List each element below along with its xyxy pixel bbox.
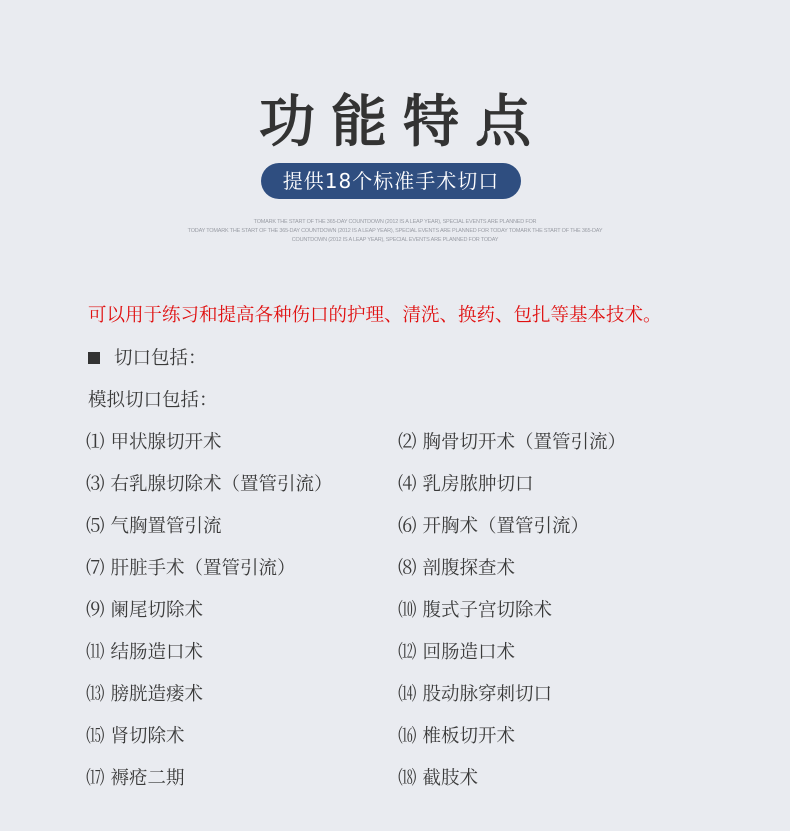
item-number: ⑽ xyxy=(398,600,417,621)
item-text: 气胸置管引流 xyxy=(110,516,222,537)
list-item xyxy=(398,596,552,622)
item-number: ⑺ xyxy=(86,558,105,579)
list-item xyxy=(398,722,515,748)
item-number: ⒀ xyxy=(86,684,105,705)
item-number: ⒄ xyxy=(86,768,105,789)
list-item xyxy=(398,764,478,790)
item-text: 开胸术（置管引流） xyxy=(422,516,590,537)
incision-heading xyxy=(88,344,207,370)
incision-heading-text: 切口包括： xyxy=(114,348,207,369)
item-text: 右乳腺切除术（置管引流） xyxy=(110,474,333,495)
item-text: 胸骨切开术（置管引流） xyxy=(422,432,627,453)
item-number: ⑻ xyxy=(398,558,417,579)
list-item xyxy=(86,596,203,622)
item-text: 甲状腺切开术 xyxy=(110,432,222,453)
simulated-incisions-heading: 模拟切口包括： xyxy=(88,390,218,411)
item-number: ⒂ xyxy=(86,726,105,747)
item-text: 截肢术 xyxy=(422,768,479,789)
fine-print-line: TOMARK THE START OF THE 365-DAY COUNTDOWN (2012 IS A LEAP YEAR), SPECIAL EVENTS ARE PLANNED FOR xyxy=(253,219,537,225)
list-item xyxy=(86,764,185,790)
item-text: 阑尾切除术 xyxy=(110,600,204,621)
list-item xyxy=(86,638,203,664)
intro-text: 可以用于练习和提高各种伤口的护理、清洗、换药、包扎等基本技术。 xyxy=(88,305,662,326)
item-text: 剖腹探查术 xyxy=(422,558,516,579)
page-title: 功能特点 xyxy=(259,90,547,155)
item-number: ⑷ xyxy=(398,474,417,495)
item-number: ⑶ xyxy=(86,474,105,495)
item-number: ⒁ xyxy=(398,684,417,705)
list-item xyxy=(86,470,333,496)
item-number: ⑿ xyxy=(398,642,417,663)
item-text: 腹式子宫切除术 xyxy=(422,600,553,621)
feature-badge: 提供18个标准手术切口 xyxy=(261,163,521,199)
item-text: 股动脉穿刺切口 xyxy=(422,684,553,705)
item-number: ⒅ xyxy=(398,768,417,789)
item-number: ⑴ xyxy=(86,432,105,453)
item-text: 膀胱造瘘术 xyxy=(110,684,204,705)
list-item xyxy=(398,428,626,454)
list-item xyxy=(86,428,222,454)
list-item xyxy=(86,554,296,580)
item-number: ⒃ xyxy=(398,726,417,747)
item-number: ⑾ xyxy=(86,642,105,663)
list-item xyxy=(86,512,222,538)
list-item xyxy=(86,722,185,748)
item-text: 乳房脓肿切口 xyxy=(422,474,534,495)
item-text: 肾切除术 xyxy=(110,726,185,747)
item-text: 回肠造口术 xyxy=(422,642,516,663)
list-item xyxy=(398,470,534,496)
fine-print xyxy=(0,218,790,245)
list-item xyxy=(398,554,515,580)
item-number: ⑵ xyxy=(398,432,417,453)
item-number: ⑼ xyxy=(86,600,105,621)
fine-print-line: TODAY TOMARK THE START OF THE 365-DAY COUNTDOWN (2012 IS A LEAP YEAR), SPECIAL EVENTS ARE PLANNED FOR TODAY TOMARK THE START OF THE 365-DAY xyxy=(187,228,603,234)
item-number: ⑹ xyxy=(398,516,417,537)
item-text: 褥疮二期 xyxy=(110,768,185,789)
list-item xyxy=(86,680,203,706)
fine-print-line: COUNTDOWN (2012 IS A LEAP YEAR), SPECIAL EVENTS ARE PLANNED FOR TODAY xyxy=(291,237,499,243)
list-item xyxy=(398,512,589,538)
item-text: 椎板切开术 xyxy=(422,726,516,747)
list-item xyxy=(398,638,515,664)
square-bullet-icon xyxy=(88,352,100,364)
item-text: 结肠造口术 xyxy=(110,642,204,663)
item-number: ⑸ xyxy=(86,516,105,537)
list-item xyxy=(398,680,552,706)
item-text: 肝脏手术（置管引流） xyxy=(110,558,296,579)
